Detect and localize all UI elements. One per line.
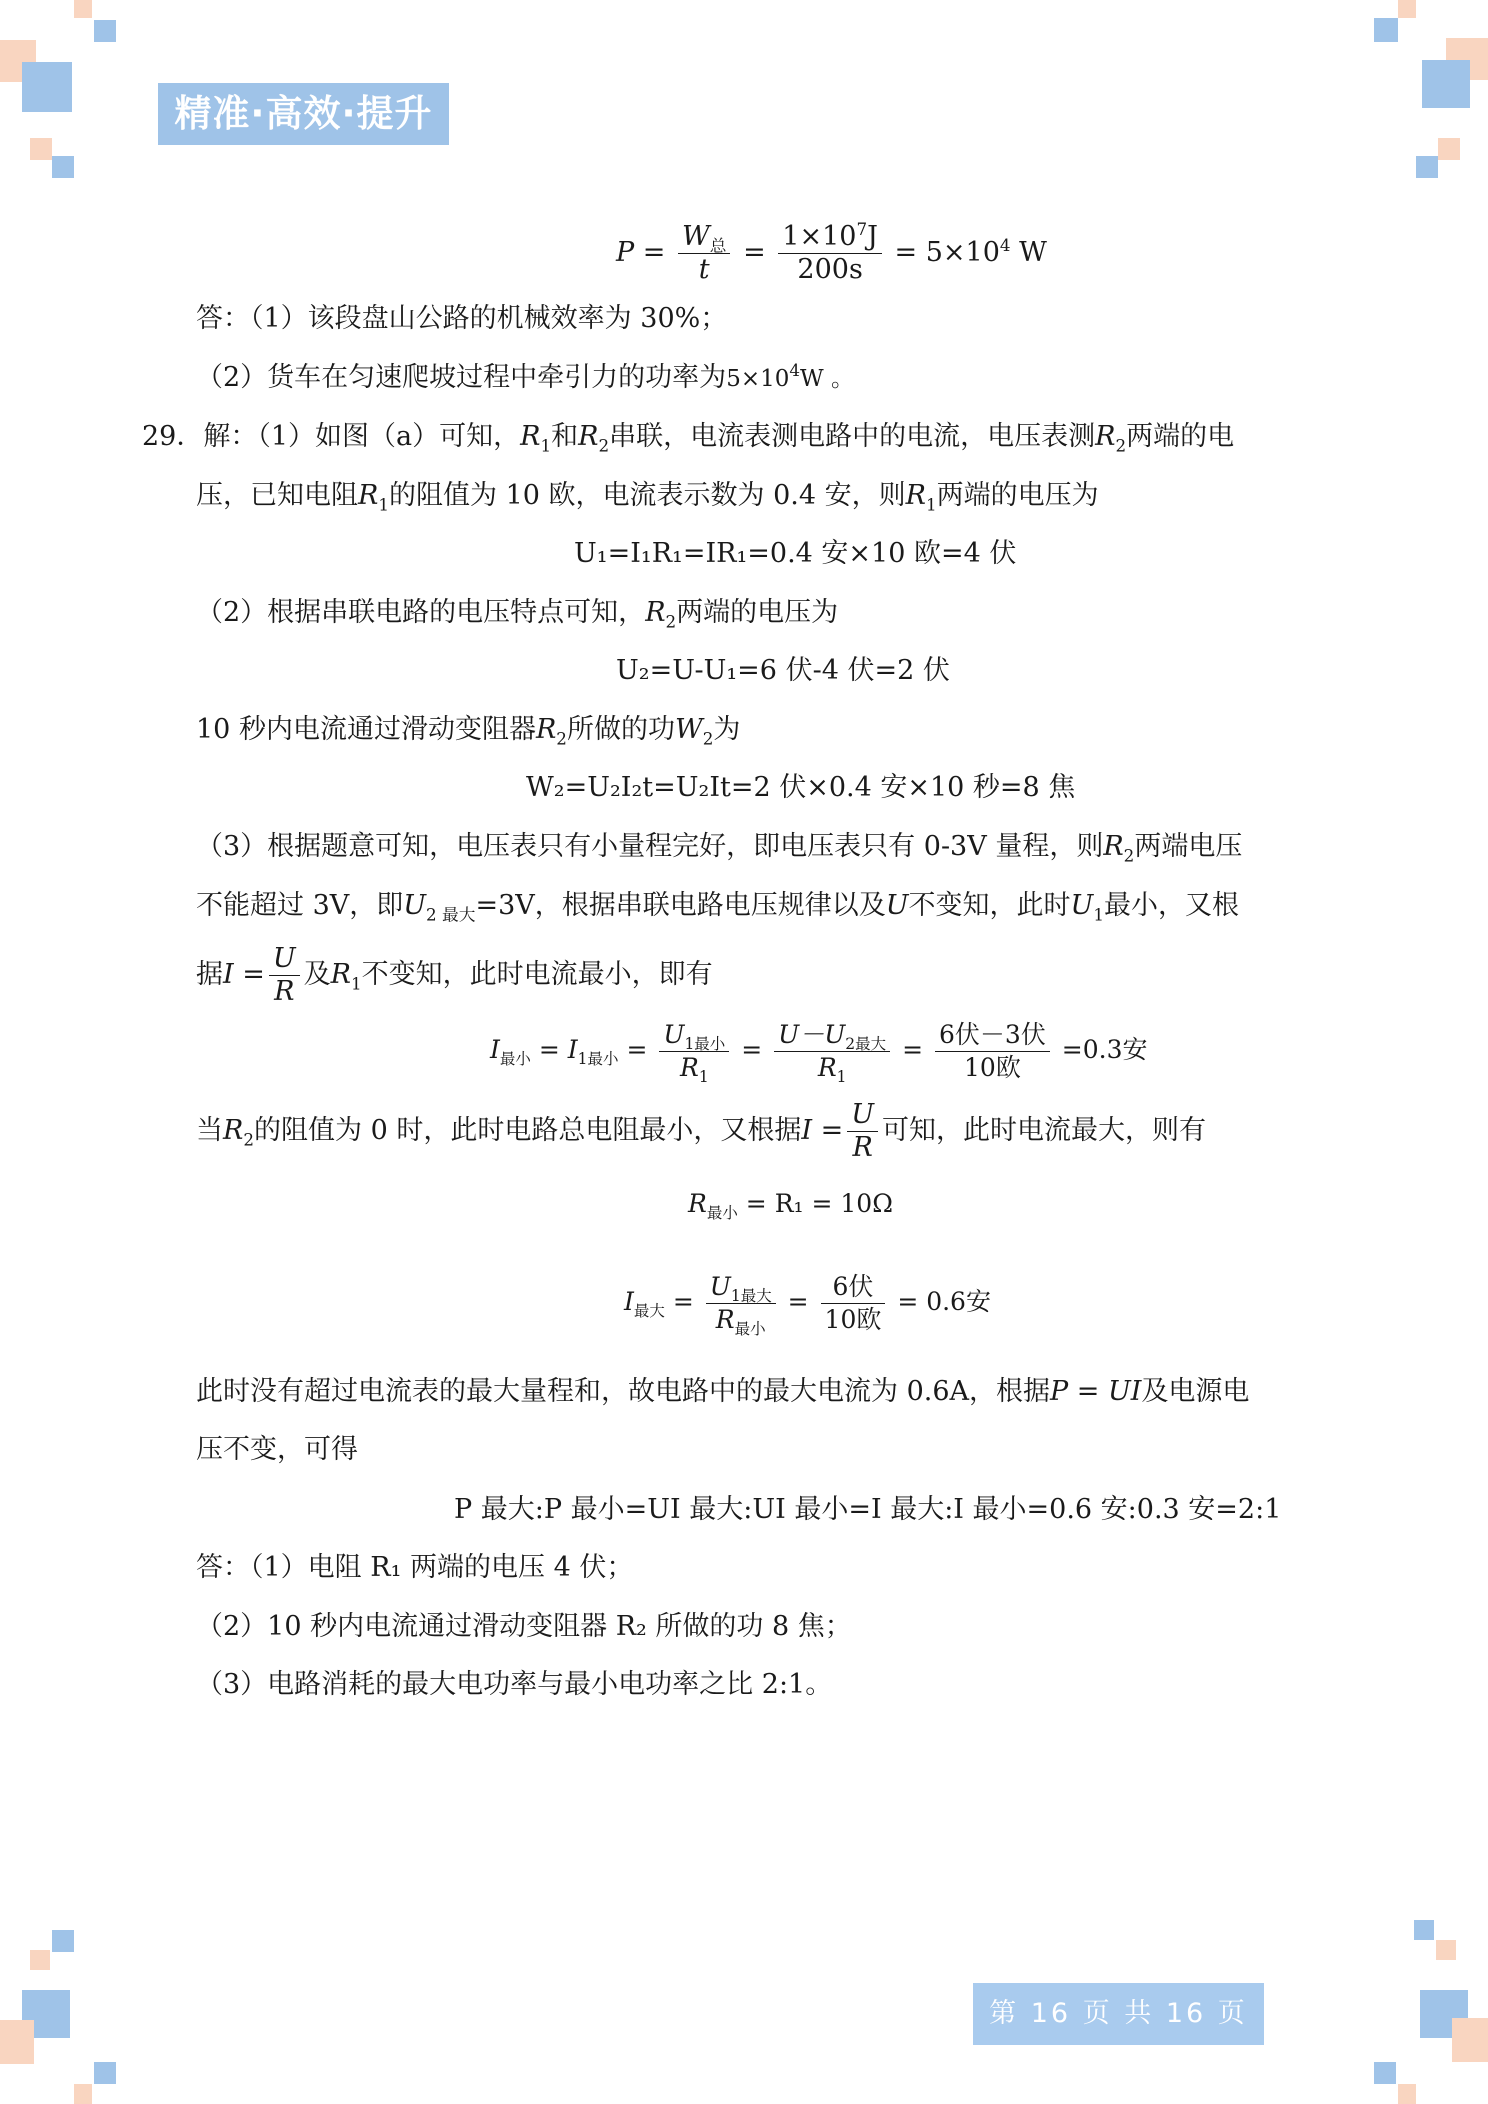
q29-conclusion-line2: 压不变，可得 bbox=[196, 1434, 358, 1465]
equation-i-min: $I_{最小} = I_{1最小}$ = $\frac{U_{1最小}}{R_1}$ = $\frac{U-U_{2最大}}{R_1}$ = $\frac{\text{6伏－3伏}}{\text{10欧}}$ =0.3安 bbox=[490, 1020, 1148, 1086]
q29-work: 10 秒内电流通过滑动变阻器$R_2$所做的功$W_2$为 bbox=[196, 714, 741, 749]
corner-decoration bbox=[1452, 2018, 1488, 2062]
q29-part3: （3）根据题意可知，电压表只有小量程完好，即电压表只有 0-3V 量程，则$R_2$两端电压 bbox=[196, 831, 1243, 866]
corner-decoration bbox=[1436, 1940, 1456, 1960]
q29-intro: 29．解：（1）如图（a）可知，$R_1$和$R_2$串联，电流表测电路中的电流，电压表测$R_2$两端的电 bbox=[142, 421, 1235, 456]
corner-decoration bbox=[30, 138, 52, 160]
corner-decoration bbox=[22, 62, 72, 112]
page-number: 第 16 页 共 16 页 bbox=[973, 1983, 1264, 2045]
answer-29-line1: 答：（1）电阻 R₁ 两端的电压 4 伏； bbox=[196, 1552, 634, 1583]
fraction: $\frac{U_{1最大}}{R_{最小}}$ bbox=[706, 1271, 776, 1336]
q29-part3-line2: 不能超过 3V，即$U_{2 最大}=3V$，根据串联电路电压规律以及U不变知，此时$U_1$最小，又根 bbox=[196, 890, 1239, 925]
corner-decoration bbox=[94, 2062, 116, 2084]
fraction: $\frac{U}{R}$ bbox=[847, 1099, 878, 1164]
q29-conclusion: 此时没有超过电流表的最大量程和，故电路中的最大电流为 0.6A，根据P = UI及电源电 bbox=[196, 1376, 1250, 1407]
corner-decoration bbox=[1416, 156, 1438, 178]
equation-w2: W₂=U₂I₂t=U₂It=2 伏×0.4 安×10 秒=8 焦 bbox=[526, 772, 1076, 803]
fraction: $\frac{\text{6伏}}{\text{10欧}}$ bbox=[821, 1271, 886, 1336]
equation-u2: U₂=U-U₁=6 伏-4 伏=2 伏 bbox=[616, 655, 950, 686]
q29-part3-line3: 据I = $\frac{U}{R}$ 及$R_1$不变知，此时电流最小，即有 bbox=[196, 943, 713, 1007]
corner-decoration bbox=[1398, 0, 1416, 18]
equation-r-min: $R_{最小} = R_1 = 10\Omega$ bbox=[688, 1189, 893, 1222]
corner-decoration bbox=[30, 1950, 50, 1970]
corner-decoration bbox=[94, 20, 116, 42]
equation-power-ratio: P 最大:P 最小=UI 最大:UI 最小=I 最大:I 最小=0.6 安:0.3 安=2:1 bbox=[454, 1494, 1282, 1525]
corner-decoration bbox=[52, 1930, 74, 1952]
answer-29-line3: （3）电路消耗的最大电功率与最小电功率之比 2:1。 bbox=[196, 1669, 833, 1700]
equation-i-max: $I_{最大}$ = $\frac{U_{1最大}}{R_{最小}}$ = $\frac{\text{6伏}}{\text{10欧}}$ = 0.6安 bbox=[624, 1272, 991, 1338]
corner-decoration bbox=[1422, 60, 1470, 108]
q29-line2: 压，已知电阻$R_1$的阻值为 10 欧，电流表示数为 0.4 安，则$R_1$两端的电压为 bbox=[196, 480, 1099, 515]
fraction: $\frac{1\times 10^7J}{200s}$ bbox=[778, 221, 882, 286]
fraction: $\frac{U_{1最小}}{R_1}$ bbox=[659, 1019, 729, 1084]
equation-u1: U₁=I₁R₁=IR₁=0.4 安×10 欧=4 伏 bbox=[574, 538, 1017, 569]
corner-decoration bbox=[0, 2020, 34, 2064]
fraction: $\frac{\text{6伏－3伏}}{\text{10欧}}$ bbox=[935, 1019, 1050, 1084]
fraction: $\frac{U-U_{2最大}}{R_1}$ bbox=[774, 1019, 890, 1084]
corner-decoration bbox=[1438, 138, 1460, 160]
answer-29-line2: （2）10 秒内电流通过滑动变阻器 R₂ 所做的功 8 焦； bbox=[196, 1611, 852, 1642]
corner-decoration bbox=[1374, 18, 1398, 42]
fraction: $\frac{W_总}{t}$ bbox=[678, 221, 731, 286]
corner-decoration bbox=[1374, 2062, 1396, 2084]
q29-part2: （2）根据串联电路的电压特点可知，$R_2$两端的电压为 bbox=[196, 597, 839, 632]
equation-power: P = $\frac{W_总}{t}$ = $\frac{1\times 10^7J}{200s}$ = $5\times 10^4$ W bbox=[616, 219, 1047, 285]
corner-decoration bbox=[52, 156, 74, 178]
corner-decoration bbox=[74, 2084, 92, 2104]
q29-max-current: 当$R_2$的阻值为 0 时，此时电路总电阻最小，又根据I = $\frac{U}{R}$ 可知，此时电流最大，则有 bbox=[196, 1099, 1206, 1163]
corner-decoration bbox=[1398, 2084, 1416, 2104]
corner-decoration bbox=[74, 0, 92, 18]
header-banner: 精准·高效·提升 bbox=[158, 83, 449, 145]
answer-28-line1: 答：（1）该段盘山公路的机械效率为 30%； bbox=[196, 303, 728, 334]
answer-28-line2: （2）货车在匀速爬坡过程中牵引力的功率为$5\times 10^4W$ 。 bbox=[196, 360, 854, 393]
corner-decoration bbox=[1414, 1920, 1434, 1940]
fraction: $\frac{U}{R}$ bbox=[269, 943, 300, 1008]
